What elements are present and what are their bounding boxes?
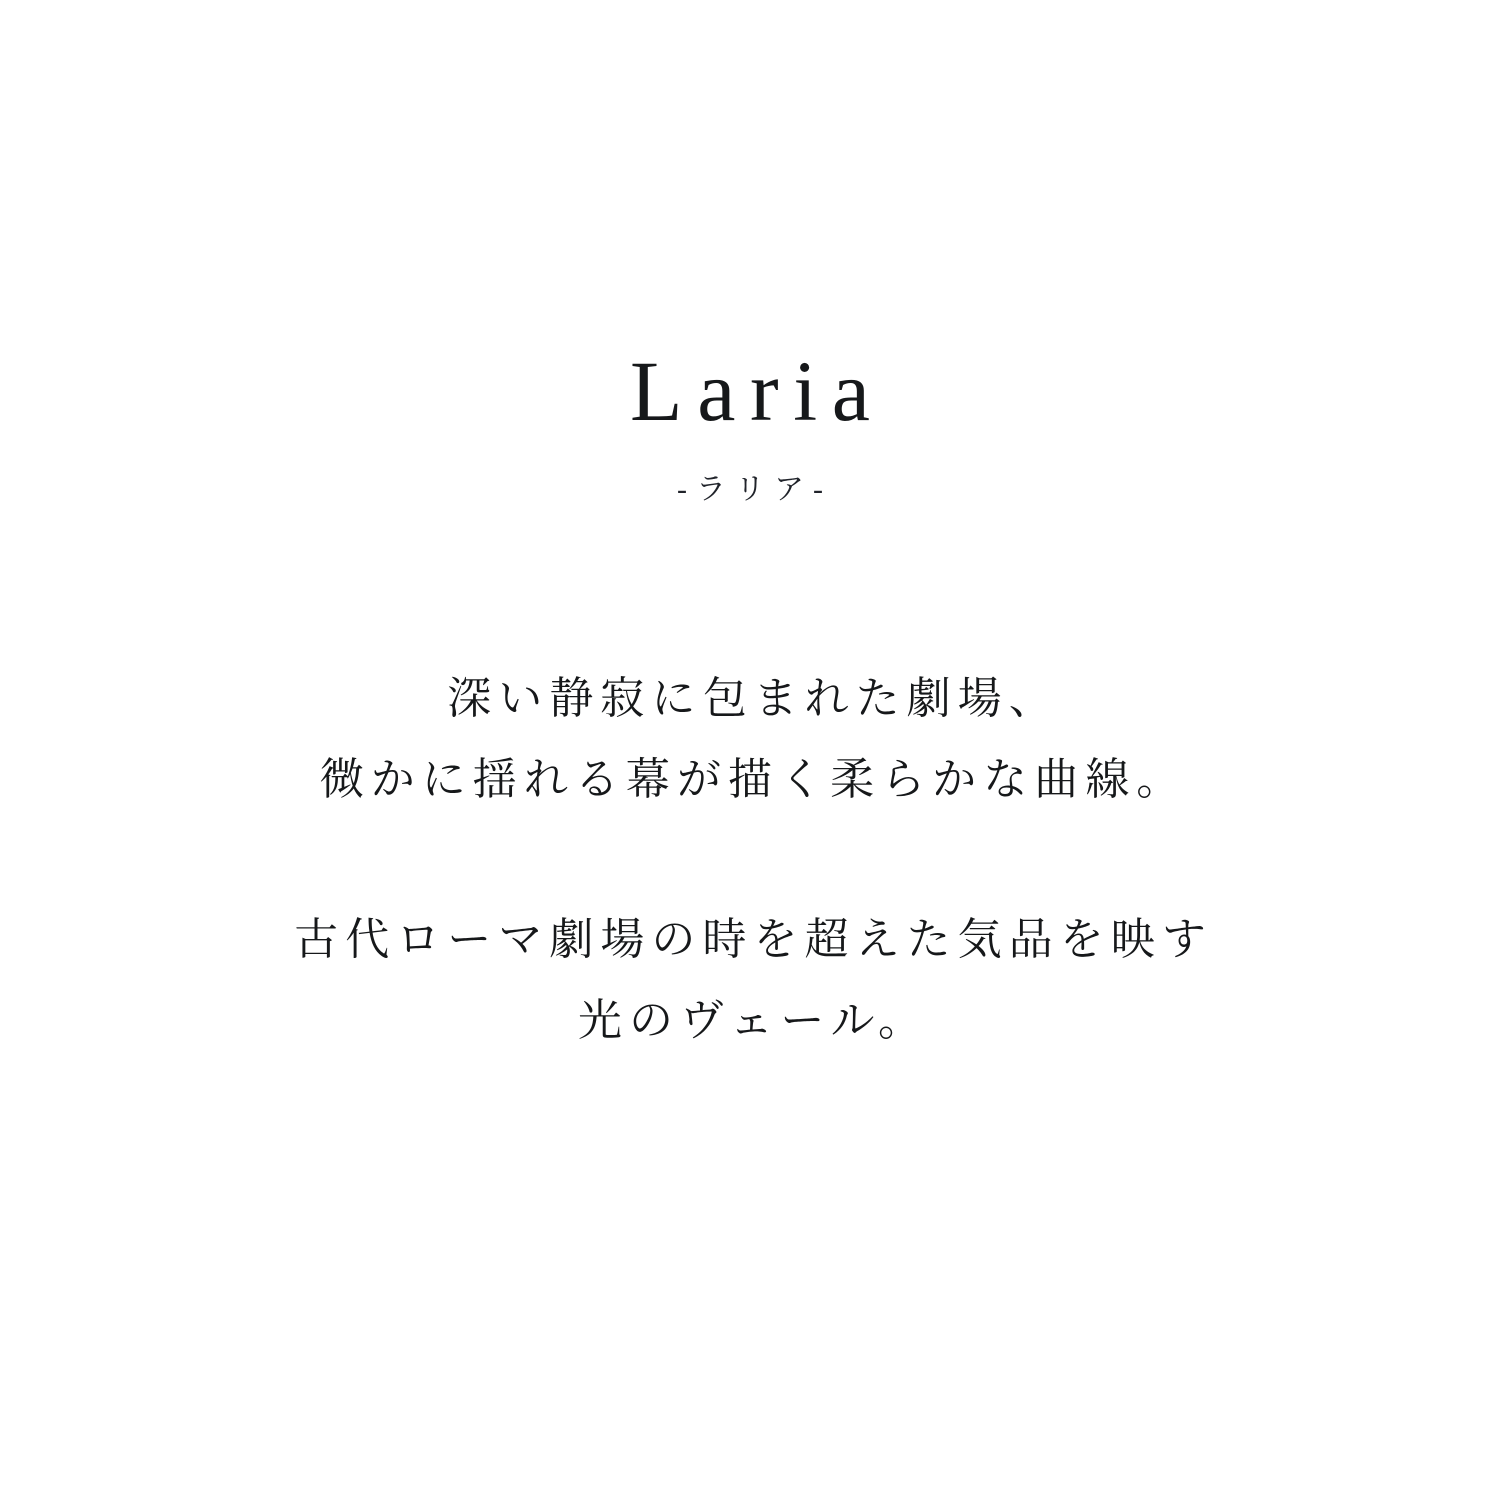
paragraph-1-line-1: 深い静寂に包まれた劇場、 bbox=[447, 674, 1060, 723]
description-paragraph-1 bbox=[160, 658, 1340, 821]
description-block bbox=[160, 658, 1340, 1062]
brand-name: Laria bbox=[630, 343, 885, 439]
description-paragraph-2 bbox=[160, 899, 1340, 1062]
paragraph-2-line-2: 光のヴェール。 bbox=[577, 996, 930, 1046]
brand-block bbox=[615, 343, 885, 508]
paragraph-1-line-2: 微かに揺れる幕が描く柔らかな曲線。 bbox=[319, 755, 1188, 805]
paragraph-2-line-1: 古代ローマ劇場の時を超えた気品を映す bbox=[294, 914, 1213, 964]
brand-name-reading: -ラリア- bbox=[677, 473, 832, 506]
